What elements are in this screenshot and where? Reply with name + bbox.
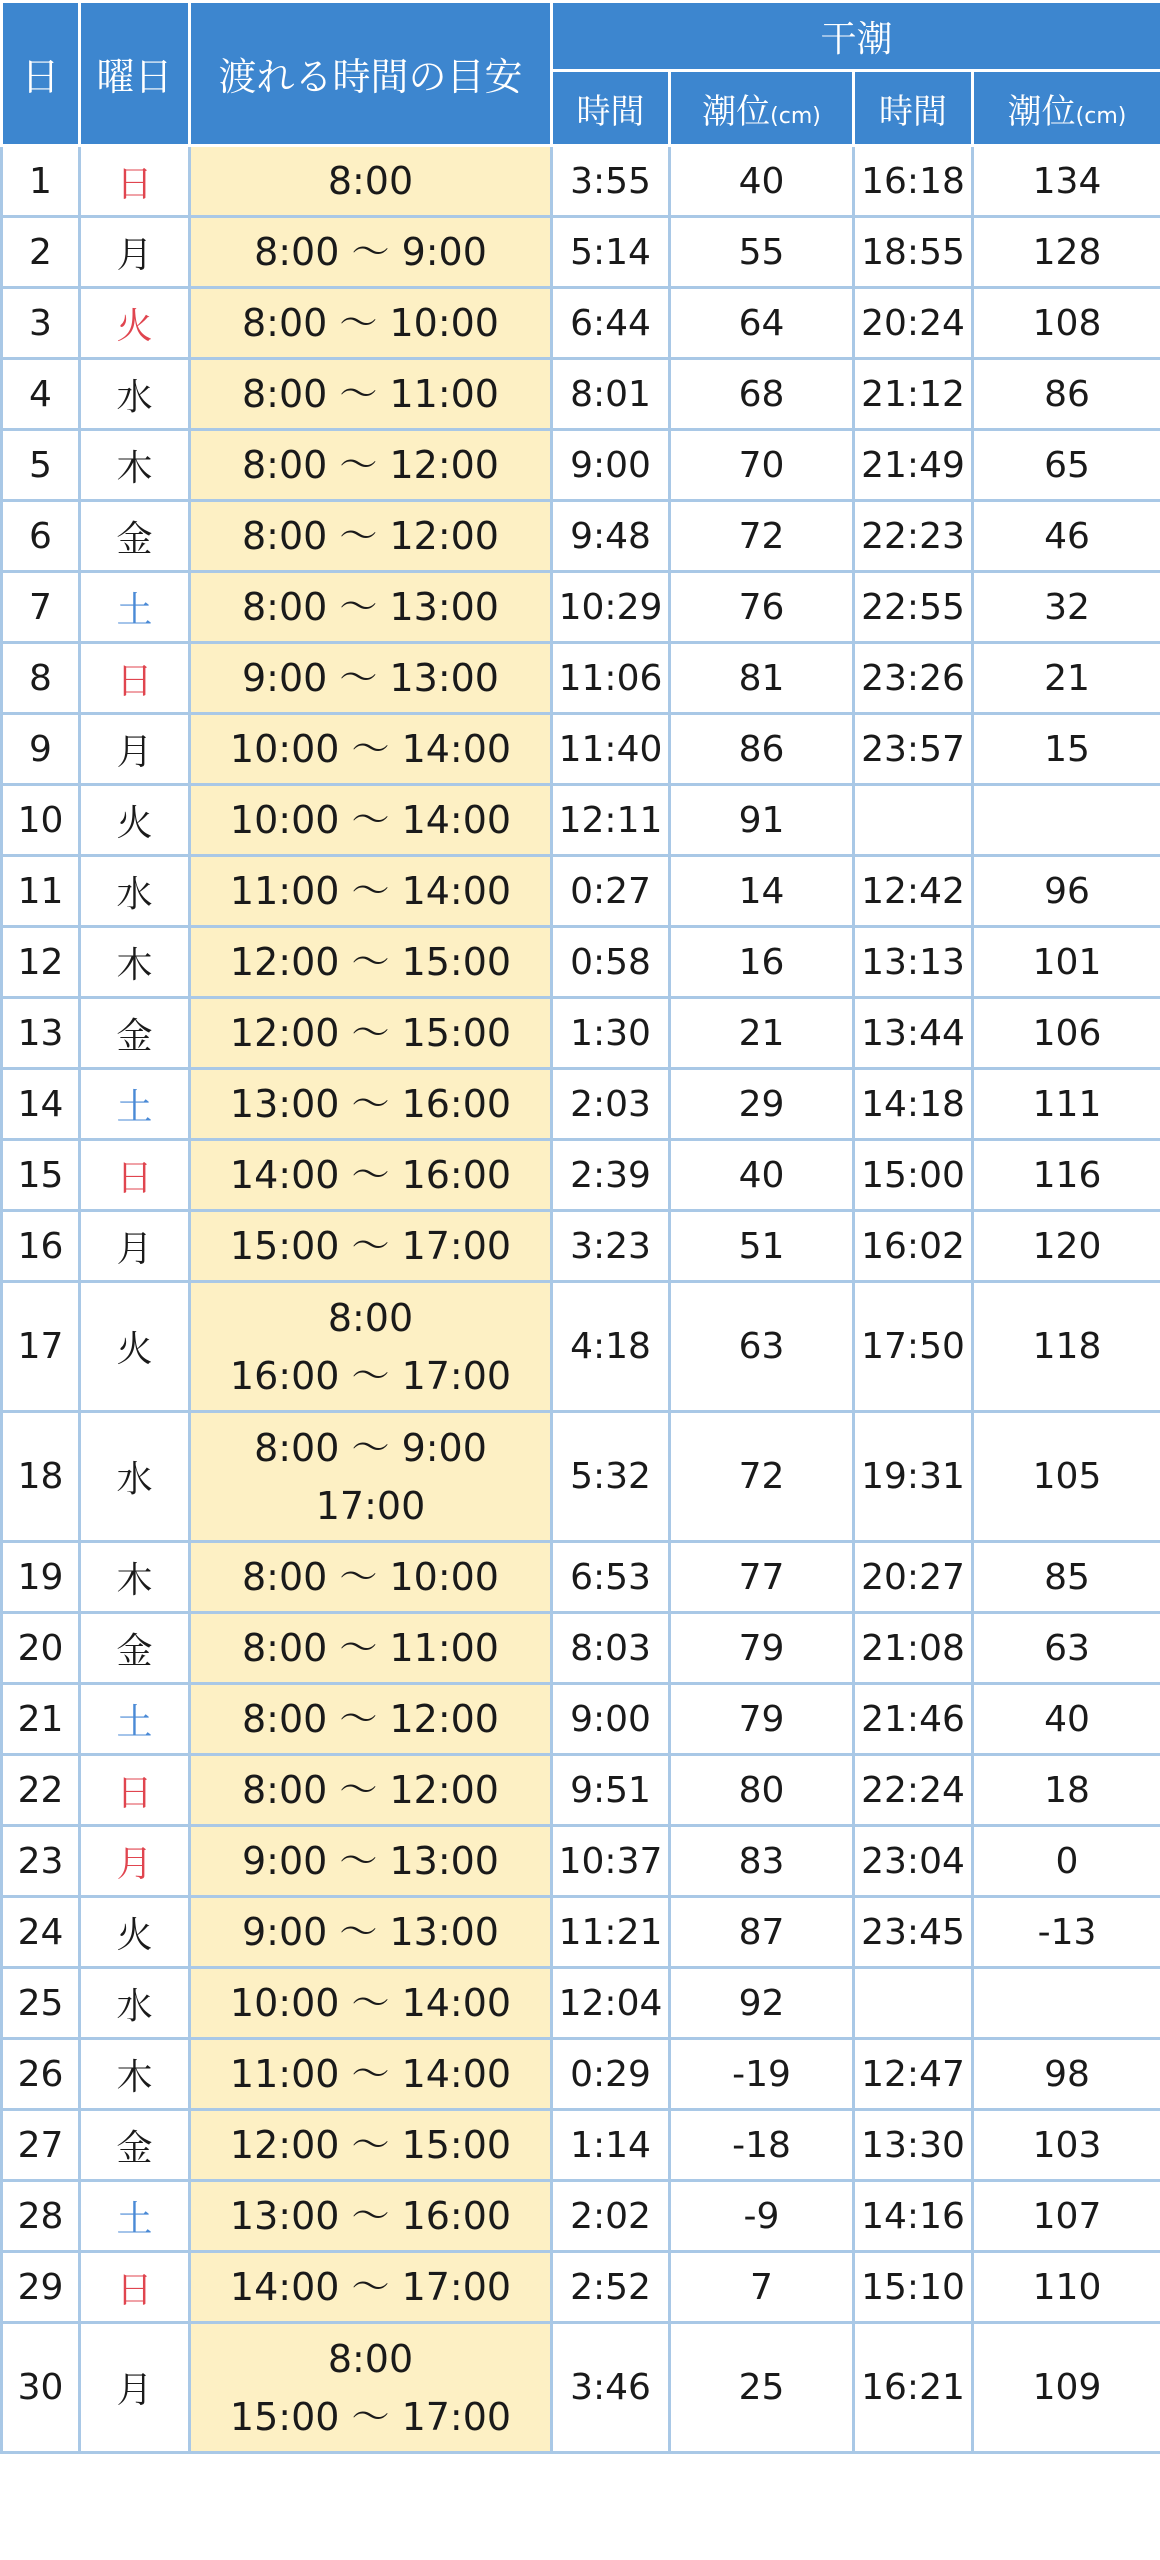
low-tide-time-1: 6:53 xyxy=(552,1542,670,1613)
low-tide-time-1: 6:44 xyxy=(552,288,670,359)
header-weekday: 曜日 xyxy=(80,2,190,146)
crossing-time-line: 8:00 ～ 9:00 xyxy=(254,1425,487,1470)
day-cell: 29 xyxy=(2,2252,80,2323)
table-row xyxy=(2,1897,1160,1968)
low-tide-level-1: 64 xyxy=(670,288,854,359)
low-tide-time-2: 21:12 xyxy=(854,359,973,430)
low-tide-time-1: 11:40 xyxy=(552,714,670,785)
low-tide-time-2: 18:55 xyxy=(854,217,973,288)
crossing-time-cell xyxy=(190,1542,552,1613)
header-level-label: 潮位 xyxy=(1007,91,1076,132)
low-tide-level-1: 91 xyxy=(670,785,854,856)
weekday-cell: 月 xyxy=(80,1826,190,1897)
low-tide-level-1: 76 xyxy=(670,572,854,643)
weekday-cell: 金 xyxy=(80,2110,190,2181)
table-row xyxy=(2,430,1160,501)
low-tide-time-2: 21:08 xyxy=(854,1613,973,1684)
low-tide-level-2: 101 xyxy=(973,927,1160,998)
crossing-time-line: 8:00 ～ 13:00 xyxy=(241,585,499,629)
crossing-time-line: 15:00 ～ 17:00 xyxy=(229,1224,512,1268)
low-tide-level-2: 86 xyxy=(973,359,1160,430)
day-cell: 23 xyxy=(2,1826,80,1897)
low-tide-level-1: 25 xyxy=(670,2323,854,2453)
weekday-cell: 月 xyxy=(80,2323,190,2453)
low-tide-time-1: 0:58 xyxy=(552,927,670,998)
crossing-time-line: 8:00 ～ 11:00 xyxy=(241,372,499,416)
crossing-time-cell xyxy=(190,1282,552,1412)
low-tide-level-2 xyxy=(973,785,1160,856)
table-row xyxy=(2,643,1160,714)
table-row xyxy=(2,572,1160,643)
crossing-time-line: 11:00 ～ 14:00 xyxy=(229,2052,512,2096)
weekday-cell: 土 xyxy=(80,2181,190,2252)
table-row xyxy=(2,359,1160,430)
low-tide-time-1: 3:46 xyxy=(552,2323,670,2453)
crossing-time-line: 13:00 ～ 16:00 xyxy=(229,2194,512,2238)
low-tide-time-1: 5:14 xyxy=(552,217,670,288)
low-tide-time-1: 11:06 xyxy=(552,643,670,714)
day-cell: 27 xyxy=(2,2110,80,2181)
table-row xyxy=(2,288,1160,359)
day-cell: 7 xyxy=(2,572,80,643)
low-tide-time-1: 10:37 xyxy=(552,1826,670,1897)
low-tide-level-1: 51 xyxy=(670,1211,854,1282)
day-cell: 15 xyxy=(2,1140,80,1211)
table-body xyxy=(2,146,1160,2453)
crossing-time-line: 9:00 ～ 13:00 xyxy=(241,656,499,700)
crossing-time-cell xyxy=(190,288,552,359)
weekday-cell: 日 xyxy=(80,1140,190,1211)
low-tide-level-2: 18 xyxy=(973,1755,1160,1826)
low-tide-time-1: 9:00 xyxy=(552,1684,670,1755)
low-tide-time-1: 12:11 xyxy=(552,785,670,856)
weekday-cell: 金 xyxy=(80,501,190,572)
weekday-cell: 火 xyxy=(80,288,190,359)
low-tide-level-1: 92 xyxy=(670,1968,854,2039)
low-tide-time-2 xyxy=(854,785,973,856)
crossing-time-cell xyxy=(190,1755,552,1826)
crossing-time-line: 8:00 ～ 12:00 xyxy=(241,443,499,487)
table-row xyxy=(2,1968,1160,2039)
low-tide-time-1: 9:00 xyxy=(552,430,670,501)
low-tide-time-2: 13:13 xyxy=(854,927,973,998)
low-tide-level-2 xyxy=(973,1968,1160,2039)
low-tide-time-1: 3:55 xyxy=(552,146,670,217)
low-tide-time-2: 15:00 xyxy=(854,1140,973,1211)
crossing-time-cell xyxy=(190,1069,552,1140)
low-tide-time-2: 22:55 xyxy=(854,572,973,643)
low-tide-time-1: 2:02 xyxy=(552,2181,670,2252)
low-tide-level-2: 21 xyxy=(973,643,1160,714)
low-tide-level-1: 87 xyxy=(670,1897,854,1968)
low-tide-level-1: 72 xyxy=(670,501,854,572)
low-tide-time-1: 0:29 xyxy=(552,2039,670,2110)
low-tide-level-2: 107 xyxy=(973,2181,1160,2252)
low-tide-level-1: 77 xyxy=(670,1542,854,1613)
low-tide-time-1: 8:01 xyxy=(552,359,670,430)
low-tide-time-2: 19:31 xyxy=(854,1412,973,1542)
crossing-time-line: 12:00 ～ 15:00 xyxy=(229,1011,512,1055)
crossing-time-line: 12:00 ～ 15:00 xyxy=(229,2123,512,2167)
day-cell: 19 xyxy=(2,1542,80,1613)
low-tide-time-1: 10:29 xyxy=(552,572,670,643)
table-row xyxy=(2,2323,1160,2453)
low-tide-time-2: 20:27 xyxy=(854,1542,973,1613)
crossing-time-cell xyxy=(190,643,552,714)
day-cell: 13 xyxy=(2,998,80,1069)
low-tide-time-2: 22:24 xyxy=(854,1755,973,1826)
crossing-time-line: 9:00 ～ 13:00 xyxy=(241,1910,499,1954)
day-cell: 16 xyxy=(2,1211,80,1282)
crossing-time-cell xyxy=(190,146,552,217)
crossing-time-line: 8:00 ～ 11:00 xyxy=(241,1626,499,1670)
day-cell: 25 xyxy=(2,1968,80,2039)
crossing-time-cell xyxy=(190,1140,552,1211)
low-tide-time-2: 20:24 xyxy=(854,288,973,359)
weekday-cell: 日 xyxy=(80,1755,190,1826)
table-row xyxy=(2,856,1160,927)
low-tide-level-1: 63 xyxy=(670,1282,854,1412)
low-tide-level-2: 106 xyxy=(973,998,1160,1069)
low-tide-level-1: 16 xyxy=(670,927,854,998)
low-tide-level-1: 29 xyxy=(670,1069,854,1140)
low-tide-level-2: 46 xyxy=(973,501,1160,572)
table-row xyxy=(2,927,1160,998)
weekday-cell: 金 xyxy=(80,998,190,1069)
low-tide-level-2: 111 xyxy=(973,1069,1160,1140)
low-tide-time-2: 16:18 xyxy=(854,146,973,217)
crossing-time-cell xyxy=(190,359,552,430)
low-tide-level-2: 105 xyxy=(973,1412,1160,1542)
table-row xyxy=(2,2110,1160,2181)
day-cell: 30 xyxy=(2,2323,80,2453)
crossing-time-line: 8:00 ～ 9:00 xyxy=(254,230,487,274)
low-tide-time-1: 11:21 xyxy=(552,1897,670,1968)
table-row xyxy=(2,1613,1160,1684)
low-tide-level-1: -9 xyxy=(670,2181,854,2252)
crossing-time-cell xyxy=(190,1826,552,1897)
low-tide-level-1: 79 xyxy=(670,1613,854,1684)
low-tide-level-1: 68 xyxy=(670,359,854,430)
low-tide-level-2: 96 xyxy=(973,856,1160,927)
crossing-time-cell xyxy=(190,998,552,1069)
weekday-cell: 水 xyxy=(80,1412,190,1542)
low-tide-level-1: 81 xyxy=(670,643,854,714)
table-row xyxy=(2,2181,1160,2252)
crossing-time-line: 9:00 ～ 13:00 xyxy=(241,1839,499,1883)
low-tide-time-2: 17:50 xyxy=(854,1282,973,1412)
low-tide-time-2: 21:49 xyxy=(854,430,973,501)
table-row xyxy=(2,1826,1160,1897)
low-tide-level-1: 55 xyxy=(670,217,854,288)
low-tide-time-1: 1:30 xyxy=(552,998,670,1069)
weekday-cell: 火 xyxy=(80,785,190,856)
low-tide-level-2: 65 xyxy=(973,430,1160,501)
low-tide-level-2: 15 xyxy=(973,714,1160,785)
table-row xyxy=(2,217,1160,288)
low-tide-level-1: 14 xyxy=(670,856,854,927)
crossing-time-cell xyxy=(190,1968,552,2039)
low-tide-time-2 xyxy=(854,1968,973,2039)
crossing-time-cell xyxy=(190,714,552,785)
header-crossing-time: 渡れる時間の目安 xyxy=(190,2,552,146)
weekday-cell: 土 xyxy=(80,1684,190,1755)
crossing-time-line: 15:00 ～ 17:00 xyxy=(229,2394,512,2439)
crossing-time-line: 17:00 xyxy=(315,1483,426,1528)
low-tide-level-2: 109 xyxy=(973,2323,1160,2453)
crossing-time-cell xyxy=(190,1412,552,1542)
day-cell: 28 xyxy=(2,2181,80,2252)
day-cell: 5 xyxy=(2,430,80,501)
low-tide-level-2: 85 xyxy=(973,1542,1160,1613)
crossing-time-cell xyxy=(190,1897,552,1968)
low-tide-level-1: 21 xyxy=(670,998,854,1069)
header-level-unit: (cm) xyxy=(1075,103,1127,129)
crossing-time-cell xyxy=(190,2039,552,2110)
low-tide-level-1: -18 xyxy=(670,2110,854,2181)
day-cell: 12 xyxy=(2,927,80,998)
crossing-time-cell xyxy=(190,2181,552,2252)
low-tide-time-1: 3:23 xyxy=(552,1211,670,1282)
low-tide-time-2: 13:30 xyxy=(854,2110,973,2181)
low-tide-level-2: 32 xyxy=(973,572,1160,643)
low-tide-time-2: 23:26 xyxy=(854,643,973,714)
day-cell: 21 xyxy=(2,1684,80,1755)
low-tide-time-1: 12:04 xyxy=(552,1968,670,2039)
low-tide-time-2: 22:23 xyxy=(854,501,973,572)
weekday-cell: 木 xyxy=(80,1542,190,1613)
table-row xyxy=(2,1755,1160,1826)
low-tide-level-1: 70 xyxy=(670,430,854,501)
day-cell: 2 xyxy=(2,217,80,288)
crossing-time-line: 13:00 ～ 16:00 xyxy=(229,1082,512,1126)
header-level-unit: (cm) xyxy=(770,103,821,129)
table-row xyxy=(2,146,1160,217)
low-tide-level-1: 72 xyxy=(670,1412,854,1542)
low-tide-level-1: 40 xyxy=(670,146,854,217)
low-tide-time-1: 2:03 xyxy=(552,1069,670,1140)
weekday-cell: 日 xyxy=(80,2252,190,2323)
low-tide-time-2: 21:46 xyxy=(854,1684,973,1755)
day-cell: 20 xyxy=(2,1613,80,1684)
weekday-cell: 月 xyxy=(80,1211,190,1282)
low-tide-time-2: 12:42 xyxy=(854,856,973,927)
low-tide-level-1: 83 xyxy=(670,1826,854,1897)
header-time-2: 時間 xyxy=(854,71,973,146)
day-cell: 9 xyxy=(2,714,80,785)
weekday-cell: 水 xyxy=(80,359,190,430)
crossing-time-cell xyxy=(190,927,552,998)
low-tide-time-2: 13:44 xyxy=(854,998,973,1069)
weekday-cell: 日 xyxy=(80,643,190,714)
crossing-time-line: 14:00 ～ 16:00 xyxy=(229,1153,512,1197)
table-row xyxy=(2,2252,1160,2323)
day-cell: 24 xyxy=(2,1897,80,1968)
day-cell: 6 xyxy=(2,501,80,572)
low-tide-time-1: 0:27 xyxy=(552,856,670,927)
low-tide-level-2: -13 xyxy=(973,1897,1160,1968)
low-tide-level-1: -19 xyxy=(670,2039,854,2110)
table-row xyxy=(2,998,1160,1069)
crossing-time-line: 8:00 xyxy=(327,159,414,203)
table-row xyxy=(2,714,1160,785)
low-tide-time-2: 15:10 xyxy=(854,2252,973,2323)
day-cell: 10 xyxy=(2,785,80,856)
weekday-cell: 火 xyxy=(80,1282,190,1412)
table-row xyxy=(2,1542,1160,1613)
low-tide-level-1: 86 xyxy=(670,714,854,785)
table-row xyxy=(2,501,1160,572)
day-cell: 17 xyxy=(2,1282,80,1412)
weekday-cell: 月 xyxy=(80,217,190,288)
table-row xyxy=(2,1684,1160,1755)
weekday-cell: 火 xyxy=(80,1897,190,1968)
low-tide-time-2: 12:47 xyxy=(854,2039,973,2110)
day-cell: 26 xyxy=(2,2039,80,2110)
day-cell: 3 xyxy=(2,288,80,359)
low-tide-time-2: 23:04 xyxy=(854,1826,973,1897)
weekday-cell: 土 xyxy=(80,572,190,643)
crossing-time-line: 10:00 ～ 14:00 xyxy=(229,798,512,842)
crossing-time-line: 11:00 ～ 14:00 xyxy=(229,869,512,913)
crossing-time-line: 8:00 ～ 10:00 xyxy=(241,1555,499,1599)
low-tide-time-1: 1:14 xyxy=(552,2110,670,2181)
low-tide-level-1: 80 xyxy=(670,1755,854,1826)
table-row xyxy=(2,1211,1160,1282)
low-tide-time-1: 8:03 xyxy=(552,1613,670,1684)
low-tide-time-1: 2:39 xyxy=(552,1140,670,1211)
low-tide-level-2: 128 xyxy=(973,217,1160,288)
crossing-time-line: 8:00 ～ 12:00 xyxy=(241,1697,499,1741)
low-tide-level-2: 0 xyxy=(973,1826,1160,1897)
day-cell: 18 xyxy=(2,1412,80,1542)
crossing-time-line: 8:00 ～ 10:00 xyxy=(241,301,499,345)
low-tide-level-2: 118 xyxy=(973,1282,1160,1412)
crossing-time-line: 14:00 ～ 17:00 xyxy=(229,2265,512,2309)
crossing-time-line: 8:00 ～ 12:00 xyxy=(241,1768,499,1812)
day-cell: 11 xyxy=(2,856,80,927)
day-cell: 8 xyxy=(2,643,80,714)
crossing-time-cell xyxy=(190,1613,552,1684)
low-tide-level-2: 120 xyxy=(973,1211,1160,1282)
low-tide-level-1: 7 xyxy=(670,2252,854,2323)
crossing-time-cell xyxy=(190,1684,552,1755)
low-tide-level-2: 134 xyxy=(973,146,1160,217)
crossing-time-cell xyxy=(190,2252,552,2323)
header-level-label: 潮位 xyxy=(702,91,771,132)
day-cell: 22 xyxy=(2,1755,80,1826)
table-row xyxy=(2,785,1160,856)
crossing-time-line: 16:00 ～ 17:00 xyxy=(229,1353,512,1398)
table-row xyxy=(2,1282,1160,1412)
low-tide-time-1: 5:32 xyxy=(552,1412,670,1542)
table-row xyxy=(2,1140,1160,1211)
crossing-time-cell xyxy=(190,856,552,927)
crossing-time-cell xyxy=(190,2323,552,2453)
low-tide-time-1: 2:52 xyxy=(552,2252,670,2323)
weekday-cell: 日 xyxy=(80,146,190,217)
weekday-cell: 木 xyxy=(80,2039,190,2110)
crossing-time-cell xyxy=(190,2110,552,2181)
low-tide-level-2: 40 xyxy=(973,1684,1160,1755)
crossing-time-cell xyxy=(190,430,552,501)
low-tide-level-2: 98 xyxy=(973,2039,1160,2110)
table-header xyxy=(2,2,1160,146)
day-cell: 14 xyxy=(2,1069,80,1140)
low-tide-level-2: 116 xyxy=(973,1140,1160,1211)
low-tide-time-1: 9:51 xyxy=(552,1755,670,1826)
header-time-1: 時間 xyxy=(552,71,670,146)
crossing-time-line: 8:00 xyxy=(327,1295,414,1340)
crossing-time-line: 12:00 ～ 15:00 xyxy=(229,940,512,984)
low-tide-time-2: 23:57 xyxy=(854,714,973,785)
weekday-cell: 月 xyxy=(80,714,190,785)
low-tide-time-2: 16:21 xyxy=(854,2323,973,2453)
crossing-time-line: 10:00 ～ 14:00 xyxy=(229,1981,512,2025)
crossing-time-cell xyxy=(190,785,552,856)
header-low-tide: 干潮 xyxy=(552,2,1160,71)
crossing-time-cell xyxy=(190,1211,552,1282)
low-tide-level-2: 63 xyxy=(973,1613,1160,1684)
low-tide-time-1: 9:48 xyxy=(552,501,670,572)
low-tide-time-2: 23:45 xyxy=(854,1897,973,1968)
low-tide-time-1: 4:18 xyxy=(552,1282,670,1412)
header-level-1 xyxy=(670,71,854,146)
low-tide-level-2: 103 xyxy=(973,2110,1160,2181)
header-day: 日 xyxy=(2,2,80,146)
crossing-time-line: 8:00 ～ 12:00 xyxy=(241,514,499,558)
crossing-time-line: 8:00 xyxy=(327,2336,414,2381)
weekday-cell: 木 xyxy=(80,430,190,501)
day-cell: 4 xyxy=(2,359,80,430)
weekday-cell: 土 xyxy=(80,1069,190,1140)
low-tide-level-2: 110 xyxy=(973,2252,1160,2323)
crossing-time-line: 10:00 ～ 14:00 xyxy=(229,727,512,771)
weekday-cell: 水 xyxy=(80,856,190,927)
crossing-time-cell xyxy=(190,501,552,572)
low-tide-time-2: 16:02 xyxy=(854,1211,973,1282)
weekday-cell: 木 xyxy=(80,927,190,998)
header-level-2 xyxy=(973,71,1160,146)
table-row xyxy=(2,1069,1160,1140)
low-tide-level-2: 108 xyxy=(973,288,1160,359)
table-row xyxy=(2,1412,1160,1542)
crossing-time-cell xyxy=(190,572,552,643)
low-tide-level-1: 40 xyxy=(670,1140,854,1211)
table-row xyxy=(2,2039,1160,2110)
weekday-cell: 金 xyxy=(80,1613,190,1684)
crossing-time-cell xyxy=(190,217,552,288)
day-cell: 1 xyxy=(2,146,80,217)
low-tide-level-1: 79 xyxy=(670,1684,854,1755)
low-tide-time-2: 14:16 xyxy=(854,2181,973,2252)
low-tide-time-2: 14:18 xyxy=(854,1069,973,1140)
weekday-cell: 水 xyxy=(80,1968,190,2039)
